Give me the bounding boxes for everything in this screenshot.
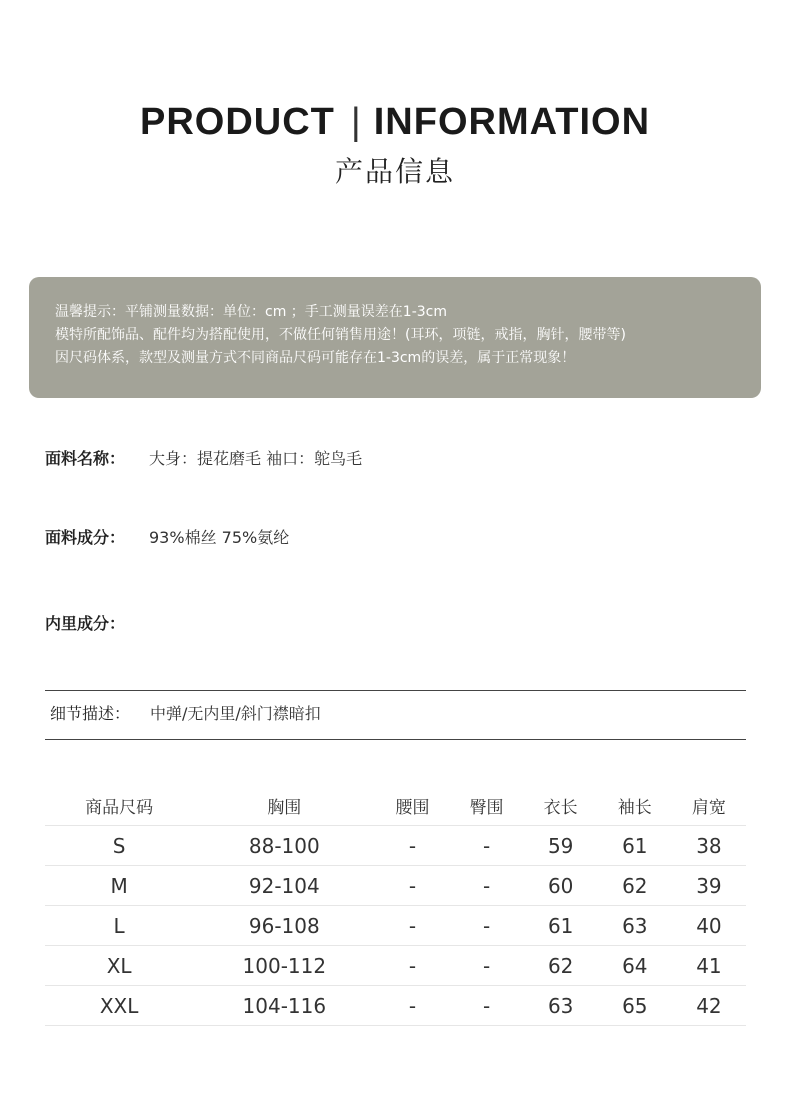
- title-separator: |: [350, 101, 362, 143]
- cell-waist: -: [375, 946, 449, 986]
- header-shoulder: 肩宽: [672, 785, 746, 826]
- cell-size: XXL: [45, 986, 193, 1026]
- table-row: [45, 866, 746, 906]
- cell-size: XL: [45, 946, 193, 986]
- cell-waist: -: [375, 826, 449, 866]
- header-chest: 胸围: [193, 785, 375, 826]
- header-size: 商品尺码: [45, 785, 193, 826]
- notice-line: 因尺码体系，款型及测量方式不同商品尺码可能存在1-3cm的误差，属于正常现象！: [55, 350, 576, 366]
- lining-composition-label: 内里成分：: [45, 614, 126, 633]
- fabric-name-field: [45, 448, 362, 470]
- cell-hip: -: [450, 826, 524, 866]
- header-waist: 腰围: [375, 785, 449, 826]
- page-subtitle: 产品信息: [334, 155, 455, 188]
- cell-sleeve: 65: [598, 986, 672, 1026]
- detail-label: 细节描述：: [50, 704, 131, 723]
- cell-sleeve: 62: [598, 866, 672, 906]
- cell-sleeve: 64: [598, 946, 672, 986]
- lining-composition-field: [45, 613, 149, 635]
- cell-size: S: [45, 826, 193, 866]
- detail-value: 中弹/无内里/斜门襟暗扣: [150, 704, 321, 723]
- cell-shoulder: 41: [672, 946, 746, 986]
- size-table: [45, 785, 746, 1026]
- cell-waist: -: [375, 986, 449, 1026]
- cell-chest: 96-108: [193, 906, 375, 946]
- cell-shoulder: 42: [672, 986, 746, 1026]
- cell-chest: 92-104: [193, 866, 375, 906]
- divider-top: [45, 690, 746, 691]
- cell-chest: 104-116: [193, 986, 375, 1026]
- title-information: INFORMATION: [373, 101, 651, 143]
- divider-bottom: [45, 739, 746, 740]
- cell-length: 59: [524, 826, 598, 866]
- detail-field: [50, 702, 321, 726]
- cell-length: 60: [524, 866, 598, 906]
- cell-hip: -: [450, 946, 524, 986]
- cell-size: L: [45, 906, 193, 946]
- cell-chest: 88-100: [193, 826, 375, 866]
- notice-box: [29, 277, 761, 398]
- fabric-composition-value: 93%棉丝 75%氨纶: [149, 528, 290, 547]
- fabric-composition-label: 面料成分：: [45, 528, 126, 547]
- table-row: [45, 826, 746, 866]
- size-table-header-row: [45, 785, 746, 826]
- table-row: [45, 946, 746, 986]
- cell-shoulder: 39: [672, 866, 746, 906]
- cell-length: 63: [524, 986, 598, 1026]
- cell-waist: -: [375, 866, 449, 906]
- cell-length: 61: [524, 906, 598, 946]
- title-product: PRODUCT: [139, 101, 335, 143]
- cell-chest: 100-112: [193, 946, 375, 986]
- page-title: [0, 100, 790, 144]
- fabric-composition-field: [45, 527, 289, 549]
- cell-hip: -: [450, 986, 524, 1026]
- cell-sleeve: 63: [598, 906, 672, 946]
- header-hip: 臀围: [450, 785, 524, 826]
- notice-line: 模特所配饰品、配件均为搭配使用，不做任何销售用途！(耳环，项链，戒指，胸针，腰带等): [55, 327, 626, 343]
- fabric-name-label: 面料名称：: [45, 449, 126, 468]
- table-row: [45, 906, 746, 946]
- cell-shoulder: 38: [672, 826, 746, 866]
- fabric-name-value: 大身：提花磨毛 袖口：鸵鸟毛: [149, 449, 363, 468]
- cell-length: 62: [524, 946, 598, 986]
- cell-waist: -: [375, 906, 449, 946]
- header-sleeve: 袖长: [598, 785, 672, 826]
- cell-hip: -: [450, 906, 524, 946]
- cell-sleeve: 61: [598, 826, 672, 866]
- table-row: [45, 986, 746, 1026]
- cell-hip: -: [450, 866, 524, 906]
- notice-line: 温馨提示：平铺测量数据：单位：cm ；手工测量误差在1-3cm: [55, 304, 447, 320]
- cell-shoulder: 40: [672, 906, 746, 946]
- header-length: 衣长: [524, 785, 598, 826]
- cell-size: M: [45, 866, 193, 906]
